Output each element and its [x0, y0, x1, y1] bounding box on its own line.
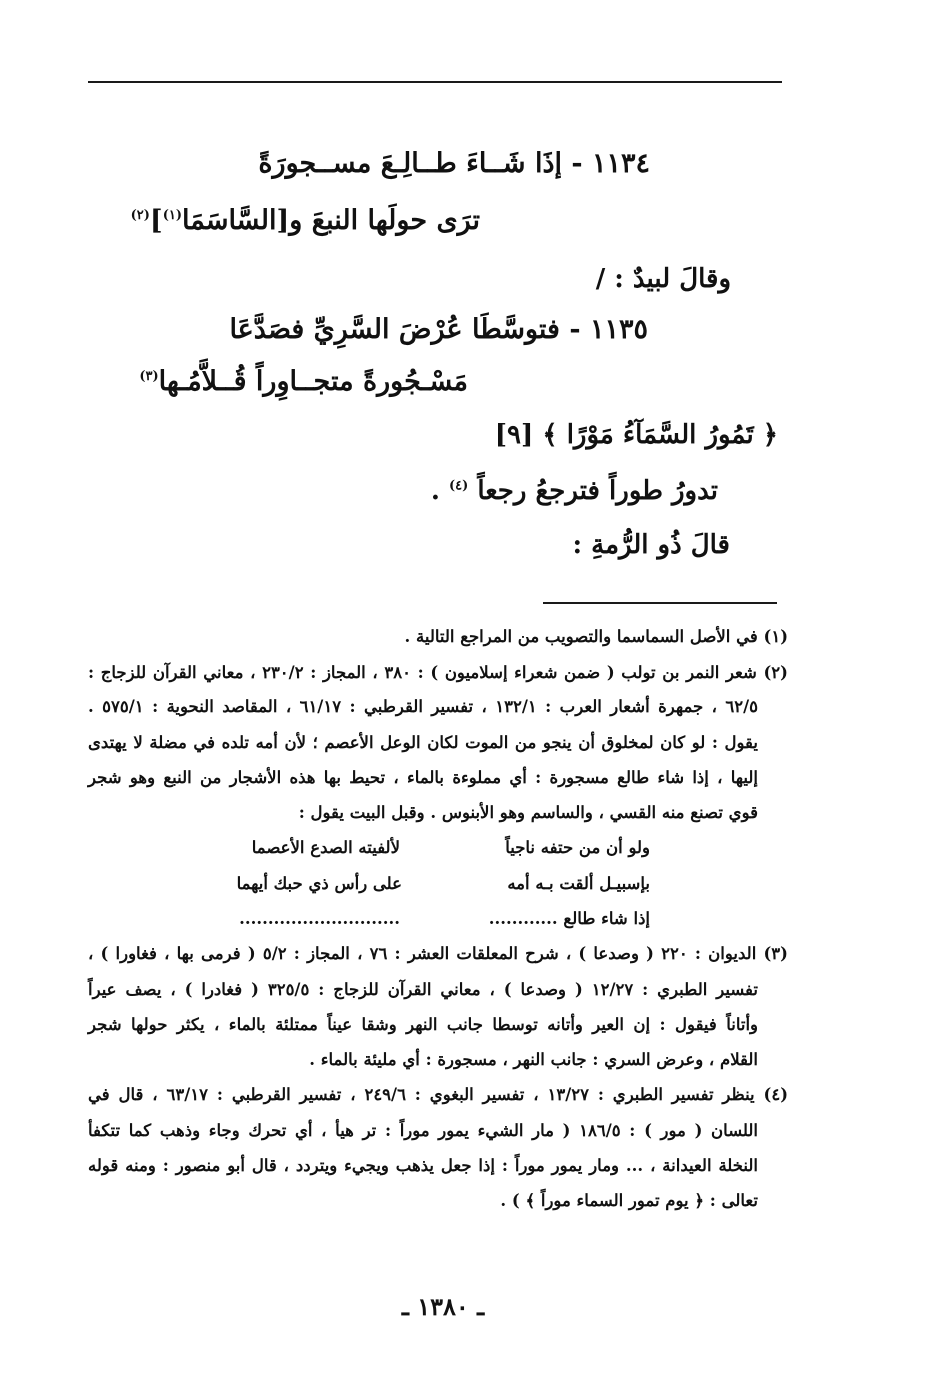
dhu-rumma-intro-text: قالَ ذُو الرُّمةِ : [572, 530, 730, 560]
verse-1134-second-text: ترَى حولَها النبعَ و[السَّاسَمَا [182, 205, 480, 236]
poem-row-3-right: إذا شاء طالع ............ [488, 909, 650, 928]
gloss-period: . [430, 476, 440, 506]
footnote-3-line-3: وأتاناً فيقول : إن العير وأتانه توسطا جانب النهر وشقا عيناً ممتلئة بالماء ، يكثر حولها شجر [88, 1015, 758, 1034]
quran-phrase-text: تَمُورُ السَّمَآءُ مَوْرًا [566, 420, 754, 450]
dhu-rumma-intro [573, 530, 731, 560]
page-number: ـ ١٣٨٠ ـ [401, 1292, 485, 1321]
gloss-text: تدورُ طوراً فترجعُ رجعاً [477, 476, 718, 506]
footnote-4-line-4: تعالى : ﴿ يوم تمور السماء موراً ﴾ ) . [500, 1191, 758, 1210]
quran-phrase [495, 420, 778, 450]
footnote-4-line-3: النخلة العيدانة ، ... ومار يمور موراً : إذا جعل يذهب ويجيء ويتردد ، قال أبو منصور : ومنه قوله [88, 1156, 758, 1175]
footnote-1: (١) في الأصل السماسما والتصويب من المراجع التالية . [404, 627, 788, 646]
labid-intro-text: وقالَ لبيدٌ : / [595, 264, 731, 294]
verse-1135-second-hemistich [139, 366, 468, 397]
footnote-marker-3: (٣) [139, 369, 159, 384]
ornate-bracket-close: ﴾ [542, 420, 558, 450]
gloss-line [431, 476, 718, 506]
footnote-rule [543, 602, 777, 604]
labid-intro [596, 264, 731, 294]
verse-1134-first-hemistich [258, 148, 650, 179]
footnote-2-line-4: إليها ، إذا شاء طالع مسجورة : أي مملوءة بالماء ، تحيط بها هذه الأشجار من النبع وهو شجر [88, 768, 758, 787]
ornate-bracket-open: ﴿ [762, 420, 778, 450]
verse-1134-first-text: ١١٣٤ - إذَا شَــاءَ طــالِـعَ مســجورَةً [258, 148, 650, 179]
footnote-2-line-1: (٢) شعر النمر بن تولب ( ضمن شعراء إسلاميون ) : ٣٨٠ ، المجاز : ٢٣٠/٢ ، معاني القرآن للزجاج : [88, 663, 788, 682]
footnote-marker-2: (٢) [130, 208, 150, 223]
footnote-3-line-4: القلام ، وعرض السري : جانب النهر ، مسجورة : أي مليئة بالماء . [309, 1050, 758, 1069]
verse-1135-second-text: مَسْـجُورةً متجــاوِراً قُــلاَّمُـها [158, 366, 468, 397]
footnote-2-line-2: ٦٢/٥ ، جمهرة أشعار العرب : ١٣٢/١ ، تفسير القرطبي : ٦١/١٧ ، المقاصد النحوية : ٥٧٥/١ . [88, 697, 758, 716]
bracket-close: ] [149, 205, 163, 236]
footnote-4-line-1: (٤) ينظر تفسير الطبري : ١٣/٢٧ ، تفسير البغوي : ٢٤٩/٦ ، تفسير القرطبي : ٦٣/١٧ ، قال في [88, 1085, 789, 1104]
top-rule [88, 81, 782, 83]
verse-1134-second-hemistich [131, 205, 480, 236]
poem-row-2-left: على رأس ذي حبك أيهما [236, 874, 402, 893]
footnote-2-line-3: يقول : لو كان لمخلوق أن ينجو من الموت لكان الوعل الأعصم ؛ لأن أمه تلده في مضلة لا يهتدى [88, 733, 758, 752]
poem-row-2-right: بإسبيـل ألقت بـه أمه [507, 874, 650, 893]
verse-1135-first-text: ١١٣٥ - فتوسَّطَا عُرْضَ السَّرِيِّ فصَدَّعَا [229, 314, 648, 345]
poem-row-1-right: ولو أن من حتفه ناجياً [505, 838, 650, 857]
footnote-marker-4: (٤) [448, 478, 469, 494]
footnote-3-line-2: تفسير الطبري : ١٢/٢٧ ( وصدعا ) ، معاني القرآن للزجاج : ٣٢٥/٥ ( فغادرا ) ، يصف عيراً [88, 980, 758, 999]
poem-row-1-left: لألفيته الصدع الأعصما [251, 838, 400, 857]
footnote-marker-1: (١) [162, 208, 182, 223]
footnote-2-line-5: قوي تصنع منه القسي ، والساسم وهو الأبنوس . وقبل البيت يقول : [298, 803, 758, 822]
footnote-3-line-1: (٣) الديوان : ٢٢٠ ( وصدعا ) ، شرح المعلقات العشر : ٧٦ ، المجاز : ٥/٢ ( فرمى بها ، فغاورا ) ، [88, 944, 788, 963]
footnote-4-line-2: اللسان ( مور ) : ١٨٦/٥ ( مار الشيء يمور موراً : تر هيأ ، أي تحرك وجاء وذهب كما تتكفأ [88, 1121, 758, 1140]
verse-reference: [٩] [494, 420, 534, 450]
poem-row-3-left: ............................ [239, 909, 400, 928]
verse-1135-first-hemistich [229, 314, 648, 345]
